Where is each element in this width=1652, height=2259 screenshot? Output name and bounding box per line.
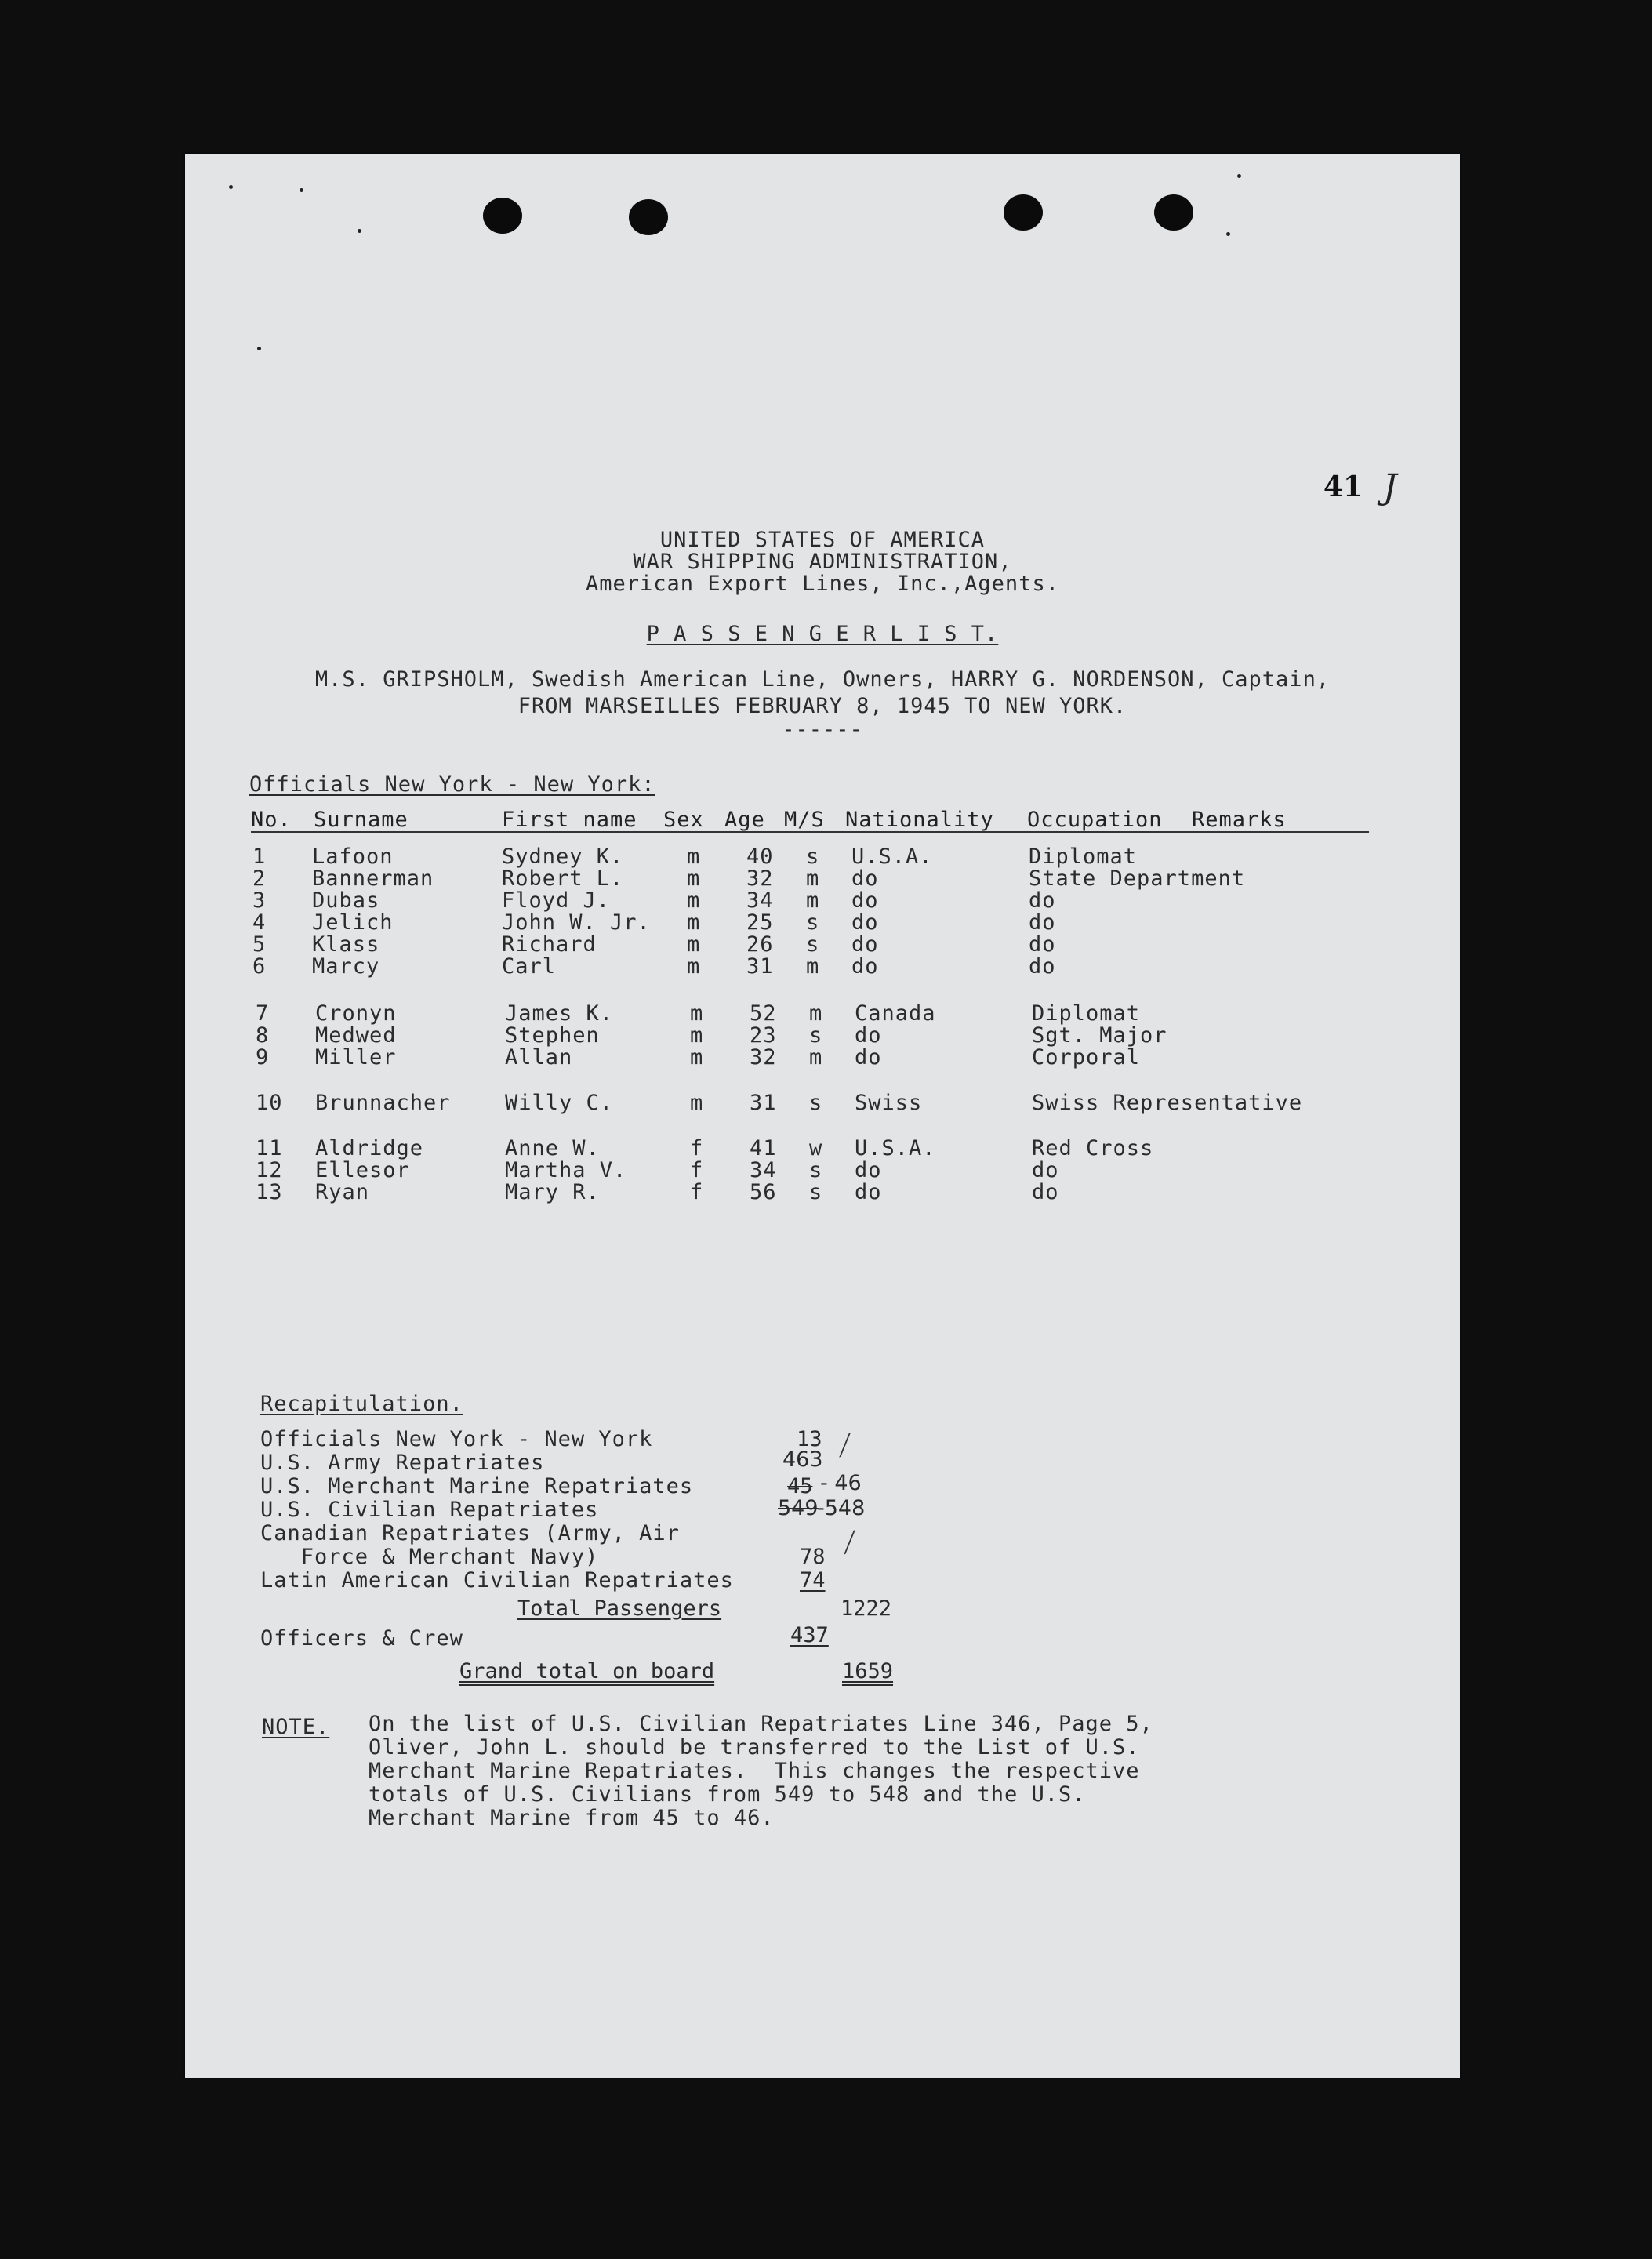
col-surname: Surname (314, 808, 408, 832)
page-initial: J (1383, 467, 1397, 507)
recap-label-5: Canadian Repatriates (Army, Air (260, 1521, 680, 1545)
age: 56 (750, 1180, 777, 1204)
sex: m (687, 866, 701, 891)
col-age: Age (724, 808, 765, 832)
recap-label-4: U.S. Civilian Repatriates (260, 1498, 599, 1522)
first-name: Martha V. (505, 1158, 627, 1182)
nationality: Swiss (855, 1091, 923, 1115)
list-title: P A S S E N G E R L I S T. (646, 622, 999, 646)
table-row (185, 1137, 1460, 1160)
occupation: Sgt. Major (1032, 1023, 1167, 1048)
table-header (251, 808, 1369, 833)
nationality: do (855, 1045, 882, 1070)
surname: Cronyn (315, 1001, 397, 1026)
check-mark-icon: ⟋ (831, 1428, 859, 1464)
row-number: 3 (252, 888, 267, 913)
table-row (185, 1024, 1460, 1048)
speck (257, 347, 261, 350)
marital-status: m (806, 866, 820, 891)
marital-status: m (809, 1045, 823, 1070)
sex: m (687, 888, 701, 913)
sex: m (687, 954, 701, 979)
age: 34 (750, 1158, 777, 1182)
nationality: U.S.A. (851, 844, 933, 869)
age: 25 (746, 910, 774, 935)
first-name: Anne W. (505, 1136, 600, 1160)
note-label: NOTE. (262, 1715, 330, 1739)
occupation: Swiss Representative (1032, 1091, 1303, 1115)
surname: Lafoon (312, 844, 394, 869)
marital-status: s (806, 910, 820, 935)
sex: m (690, 1091, 704, 1115)
marital-status: s (806, 844, 820, 869)
nationality: Canada (855, 1001, 936, 1026)
table-row (185, 955, 1460, 979)
first-name: Robert L. (502, 866, 624, 891)
sex: m (690, 1001, 704, 1026)
age: 26 (746, 932, 774, 957)
col-nationality: Nationality (845, 808, 994, 832)
nationality: do (851, 910, 879, 935)
page-number: 41 (1323, 470, 1363, 503)
first-name: James K. (505, 1001, 614, 1026)
total-passengers-value: 1222 (841, 1596, 892, 1621)
voyage-line-2: FROM MARSEILLES FEBRUARY 8, 1945 TO NEW YORK. (517, 694, 1127, 718)
section-title: Officials New York - New York: (249, 772, 655, 797)
age: 52 (750, 1001, 777, 1026)
marital-status: s (809, 1091, 823, 1115)
header-line-1: UNITED STATES OF AMERICA (659, 528, 986, 552)
occupation: do (1029, 888, 1056, 913)
first-name: John W. Jr. (502, 910, 651, 935)
table-row (185, 1181, 1460, 1204)
marital-status: s (809, 1180, 823, 1204)
col-sex: Sex (663, 808, 704, 832)
row-number: 4 (252, 910, 267, 935)
occupation: do (1032, 1158, 1059, 1182)
occupation: Red Cross (1032, 1136, 1154, 1160)
table-row (185, 867, 1460, 891)
note-line-3: Merchant Marine Repatriates. This changes the respective (369, 1759, 1140, 1783)
surname: Bannerman (312, 866, 434, 891)
nationality: do (855, 1180, 882, 1204)
occupation: State Department (1029, 866, 1246, 891)
surname: Ellesor (315, 1158, 410, 1182)
row-number: 8 (256, 1023, 270, 1048)
speck (300, 188, 303, 192)
surname: Dubas (312, 888, 380, 913)
punch-hole (629, 199, 668, 235)
age: 31 (746, 954, 774, 979)
table-row (185, 911, 1460, 935)
table-row (185, 1091, 1460, 1115)
recap-label-1: Officials New York - New York (260, 1427, 653, 1451)
sex: m (690, 1045, 704, 1070)
grand-total-label: Grand total on board (459, 1659, 715, 1683)
recap-title: Recapitulation. (260, 1392, 463, 1416)
first-name: Allan (505, 1045, 573, 1070)
surname: Marcy (312, 954, 380, 979)
col-remarks: Remarks (1192, 808, 1287, 832)
row-number: 11 (256, 1136, 283, 1160)
sex: f (690, 1136, 704, 1160)
table-row (185, 1002, 1460, 1026)
surname: Miller (315, 1045, 397, 1070)
col-no: No. (251, 808, 292, 832)
surname: Medwed (315, 1023, 397, 1048)
table-row (185, 933, 1460, 957)
total-passengers-label: Total Passengers (517, 1596, 722, 1621)
occupation: Corporal (1032, 1045, 1141, 1070)
col-first-name: First name (502, 808, 637, 832)
age: 40 (746, 844, 774, 869)
age: 31 (750, 1091, 777, 1115)
surname: Jelich (312, 910, 394, 935)
speck (358, 229, 361, 233)
marital-status: s (809, 1023, 823, 1048)
occupation: do (1029, 954, 1056, 979)
row-number: 5 (252, 932, 267, 957)
note-line-2: Oliver, John L. should be transferred to the List of U.S. (369, 1735, 1140, 1760)
col-occupation: Occupation (1027, 808, 1163, 832)
surname: Brunnacher (315, 1091, 451, 1115)
row-number: 7 (256, 1001, 270, 1026)
nationality: U.S.A. (855, 1136, 936, 1160)
recap-value-7: 74 (800, 1568, 826, 1593)
marital-status: s (806, 932, 820, 957)
nationality: do (851, 866, 879, 891)
table-row (185, 889, 1460, 913)
row-number: 1 (252, 844, 267, 869)
sex: m (687, 910, 701, 935)
document-page (185, 154, 1460, 2078)
header-line-2: WAR SHIPPING ADMINISTRATION, (633, 550, 1012, 574)
table-row (185, 845, 1460, 869)
occupation: do (1029, 932, 1056, 957)
recap-value-2: 463 (782, 1447, 823, 1472)
row-number: 12 (256, 1158, 283, 1182)
first-name: Richard (502, 932, 597, 957)
recap-value-1: 13 (797, 1427, 822, 1451)
speck (229, 185, 233, 189)
recap-struck-3: 45 (787, 1474, 813, 1498)
first-name: Willy C. (505, 1091, 614, 1115)
age: 41 (750, 1136, 777, 1160)
surname: Aldridge (315, 1136, 424, 1160)
punch-hole (1004, 194, 1043, 231)
marital-status: m (806, 888, 820, 913)
check-mark-icon: ⟋ (836, 1525, 864, 1561)
recap-value-4: -548 (817, 1496, 866, 1520)
occupation: Diplomat (1029, 844, 1138, 869)
nationality: do (855, 1023, 882, 1048)
recap-value-6: 78 (800, 1545, 826, 1569)
row-number: 13 (256, 1180, 283, 1204)
punch-hole (483, 198, 522, 234)
first-name: Mary R. (505, 1180, 600, 1204)
header-line-3: American Export Lines, Inc.,Agents. (586, 572, 1059, 596)
table-row (185, 1159, 1460, 1182)
surname: Ryan (315, 1180, 370, 1204)
occupation: Diplomat (1032, 1001, 1141, 1026)
first-name: Floyd J. (502, 888, 611, 913)
first-name: Stephen (505, 1023, 600, 1048)
first-name: Carl (502, 954, 557, 979)
marital-status: m (809, 1001, 823, 1026)
crew-value: 437 (790, 1623, 829, 1647)
age: 32 (750, 1045, 777, 1070)
voyage-line-1: M.S. GRIPSHOLM, Swedish American Line, Owners, HARRY G. NORDENSON, Captain, (314, 667, 1331, 692)
crew-label: Officers & Crew (260, 1626, 463, 1651)
occupation: do (1032, 1180, 1059, 1204)
nationality: do (851, 888, 879, 913)
col-ms: M/S (784, 808, 825, 832)
nationality: do (851, 954, 879, 979)
recap-struck-4: 549 (778, 1496, 819, 1520)
table-row (185, 1046, 1460, 1070)
row-number: 6 (252, 954, 267, 979)
note-line-5: Merchant Marine from 45 to 46. (369, 1806, 775, 1830)
marital-status: w (809, 1136, 823, 1160)
occupation: do (1029, 910, 1056, 935)
nationality: do (851, 932, 879, 957)
recap-label-3: U.S. Merchant Marine Repatriates (260, 1474, 694, 1498)
age: 32 (746, 866, 774, 891)
recap-label-2: U.S. Army Repatriates (260, 1451, 545, 1475)
surname: Klass (312, 932, 380, 957)
marital-status: m (806, 954, 820, 979)
speck (1237, 174, 1241, 178)
sex: f (690, 1180, 704, 1204)
note-line-1: On the list of U.S. Civilian Repatriates Line 346, Page 5, (369, 1712, 1153, 1736)
sex: f (690, 1158, 704, 1182)
nationality: do (855, 1158, 882, 1182)
age: 34 (746, 888, 774, 913)
speck (1226, 232, 1230, 236)
header-rule: ------ (782, 717, 863, 742)
note-line-4: totals of U.S. Civilians from 549 to 548 and the U.S. (369, 1782, 1086, 1807)
row-number: 10 (256, 1091, 283, 1115)
sex: m (690, 1023, 704, 1048)
row-number: 9 (256, 1045, 270, 1070)
recap-label-7: Latin American Civilian Repatriates (260, 1568, 734, 1593)
age: 23 (750, 1023, 777, 1048)
marital-status: s (809, 1158, 823, 1182)
recap-label-6: Force & Merchant Navy) (260, 1545, 599, 1569)
punch-hole (1154, 194, 1193, 231)
row-number: 2 (252, 866, 267, 891)
first-name: Sydney K. (502, 844, 624, 869)
recap-value-3: - 46 (820, 1471, 862, 1495)
grand-total-value: 1659 (842, 1659, 894, 1683)
sex: m (687, 844, 701, 869)
sex: m (687, 932, 701, 957)
